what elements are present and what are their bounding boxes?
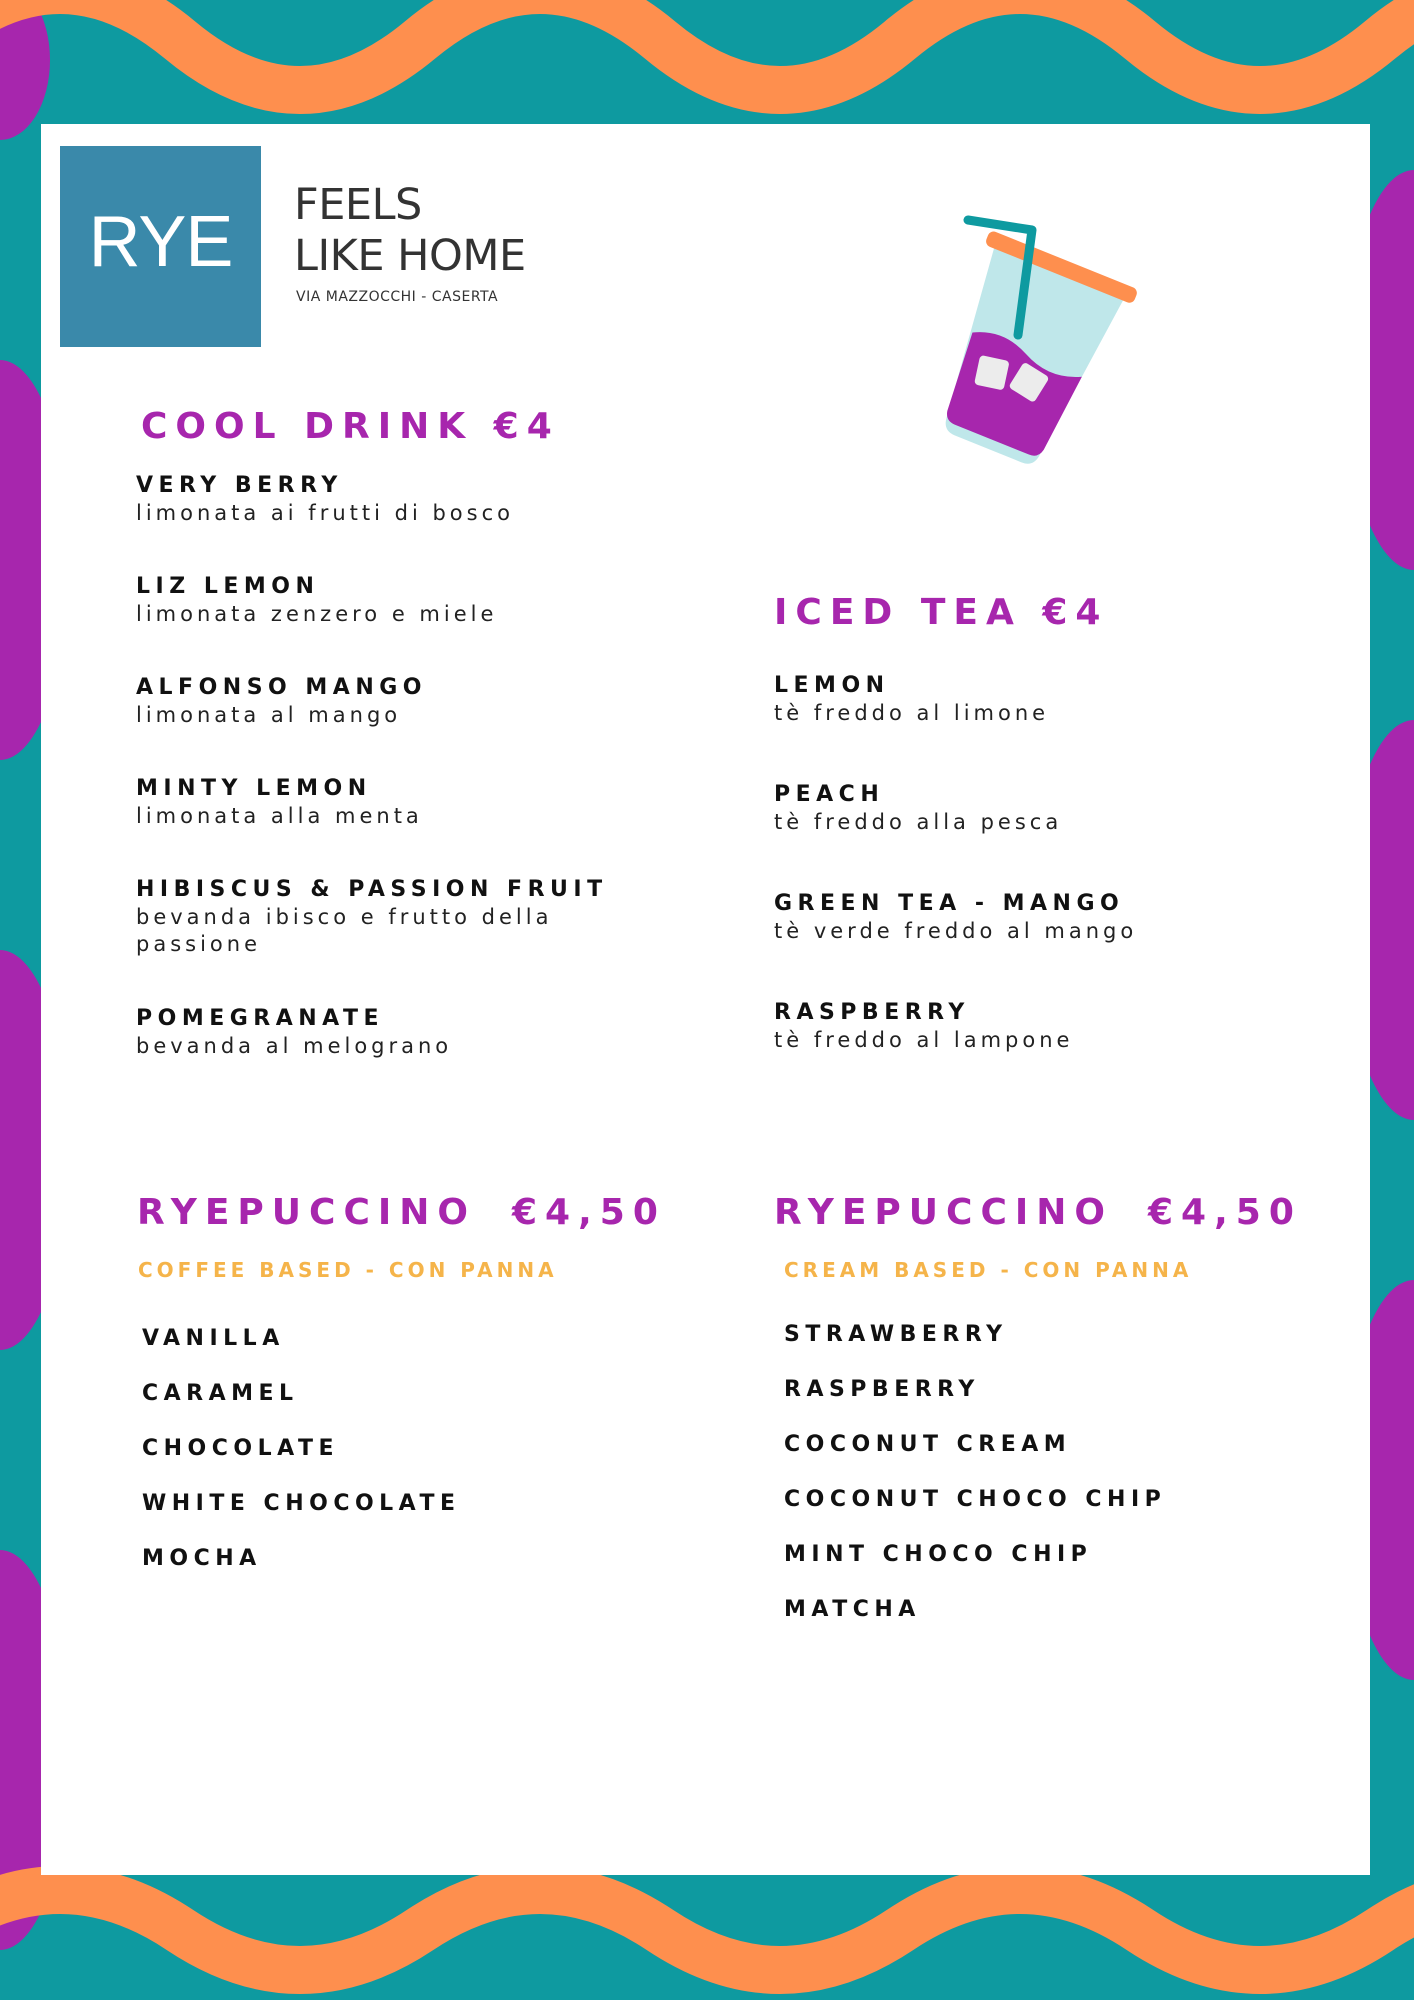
list-item [774,781,1334,836]
item-name: PEACH [774,782,885,807]
item-description: tè freddo al limone [774,701,1050,725]
item-name: VERY BERRY [136,473,343,498]
list-item: MOCHA [142,1546,262,1571]
logo-text: RYE [88,201,233,282]
list-item [774,890,1334,945]
ryepuccino-cream-price: €4,50 [1148,1192,1302,1233]
item-description: limonata alla menta [136,804,423,828]
list-item [774,999,1334,1054]
item-description: tè freddo al lampone [774,1028,1074,1052]
list-item [136,876,656,958]
list-item: COCONUT CREAM [784,1432,1072,1457]
item-description: limonata zenzero e miele [136,602,498,626]
list-item [136,775,696,830]
item-description: bevanda al melograno [136,1034,453,1058]
ryepuccino-cream-subtitle: CREAM BASED - CON PANNA [784,1258,1193,1282]
list-item: STRAWBERRY [784,1322,1008,1347]
address: VIA MAZZOCCHI - CASERTA [296,289,499,305]
list-item [136,1005,696,1060]
list-item: CHOCOLATE [142,1436,339,1461]
ryepuccino-cream-title: RYEPUCCINO [774,1192,1113,1233]
item-name: POMEGRANATE [136,1006,385,1031]
list-item [136,674,696,729]
ryepuccino-coffee-subtitle: COFFEE BASED - CON PANNA [138,1258,558,1282]
item-name: ALFONSO MANGO [136,675,427,700]
tagline-line-2: LIKE HOME [294,231,526,281]
list-item: CARAMEL [142,1381,299,1406]
item-description: tè freddo alla pesca [774,810,1063,834]
list-item [774,672,1334,727]
item-name: GREEN TEA - MANGO [774,891,1125,916]
list-item: COCONUT CHOCO CHIP [784,1487,1167,1512]
list-item: WHITE CHOCOLATE [142,1491,461,1516]
tagline [294,180,526,282]
item-name: RASPBERRY [774,1000,970,1025]
item-description: limonata al mango [136,703,402,727]
item-name: HIBISCUS & PASSION FRUIT [136,877,608,902]
item-name: LEMON [774,673,890,698]
list-item: MATCHA [784,1597,921,1622]
list-item [136,472,696,527]
rye-logo [60,146,261,347]
item-description: tè verde freddo al mango [774,919,1138,943]
ryepuccino-coffee-price: €4,50 [512,1192,666,1233]
list-item: VANILLA [142,1326,285,1351]
item-description: limonata ai frutti di bosco [136,501,514,525]
list-item: MINT CHOCO CHIP [784,1542,1093,1567]
item-description: bevanda ibisco e frutto della passione [136,905,553,956]
tagline-line-1: FEELS [294,180,422,230]
cool-drink-title: COOL DRINK €4 [141,406,560,447]
list-item: RASPBERRY [784,1377,980,1402]
ryepuccino-coffee-title: RYEPUCCINO [137,1192,476,1233]
item-name: LIZ LEMON [136,574,320,599]
item-name: MINTY LEMON [136,776,372,801]
iced-tea-title: ICED TEA €4 [774,592,1109,633]
list-item [136,573,696,628]
iced-drink-cup-icon [920,205,1140,465]
